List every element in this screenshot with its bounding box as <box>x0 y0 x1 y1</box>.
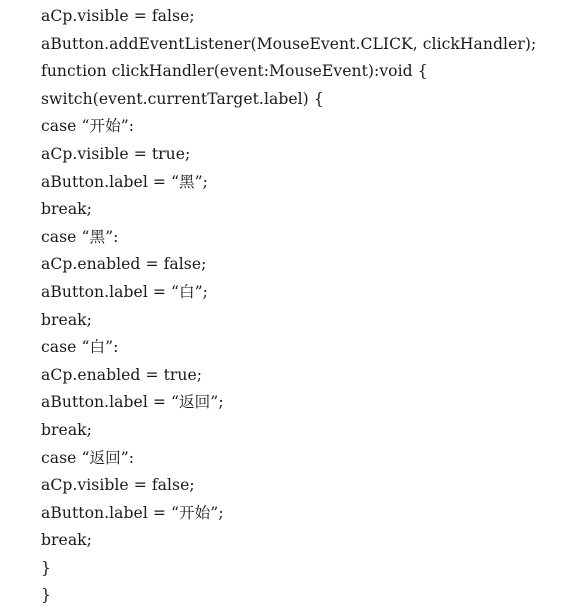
code-line-16: break; <box>41 420 92 439</box>
code-line-17: case “返回”: <box>41 448 135 467</box>
code-line-15: aButton.label = “返回”; <box>41 393 224 412</box>
code-line-5: case “开始”: <box>41 117 135 136</box>
code-line-12: break; <box>41 310 92 329</box>
code-line-2: aButton.addEventListener(MouseEvent.CLICK, clickHandler); <box>41 34 537 53</box>
code-line-11: aButton.label = “白”; <box>41 282 208 301</box>
code-line-13: case “白”: <box>41 338 119 357</box>
code-line-18: aCp.visible = false; <box>41 476 195 495</box>
code-line-14: aCp.enabled = true; <box>41 365 203 384</box>
code-line-20: break; <box>41 531 92 550</box>
code-line-8: break; <box>41 200 92 219</box>
code-line-4: switch(event.currentTarget.label) { <box>41 89 324 108</box>
code-line-1: aCp.visible = false; <box>41 7 195 25</box>
code-line-3: function clickHandler(event:MouseEvent):void { <box>41 62 428 81</box>
code-line-22: } <box>41 586 51 605</box>
code-line-21: } <box>41 558 51 577</box>
code-listing <box>41 3 536 610</box>
code-line-6: aCp.visible = true; <box>41 144 191 163</box>
code-line-7: aButton.label = “黑”; <box>41 172 208 191</box>
code-line-10: aCp.enabled = false; <box>41 255 207 274</box>
code-line-19: aButton.label = “开始”; <box>41 503 224 522</box>
code-line-9: case “黑”: <box>41 227 119 246</box>
